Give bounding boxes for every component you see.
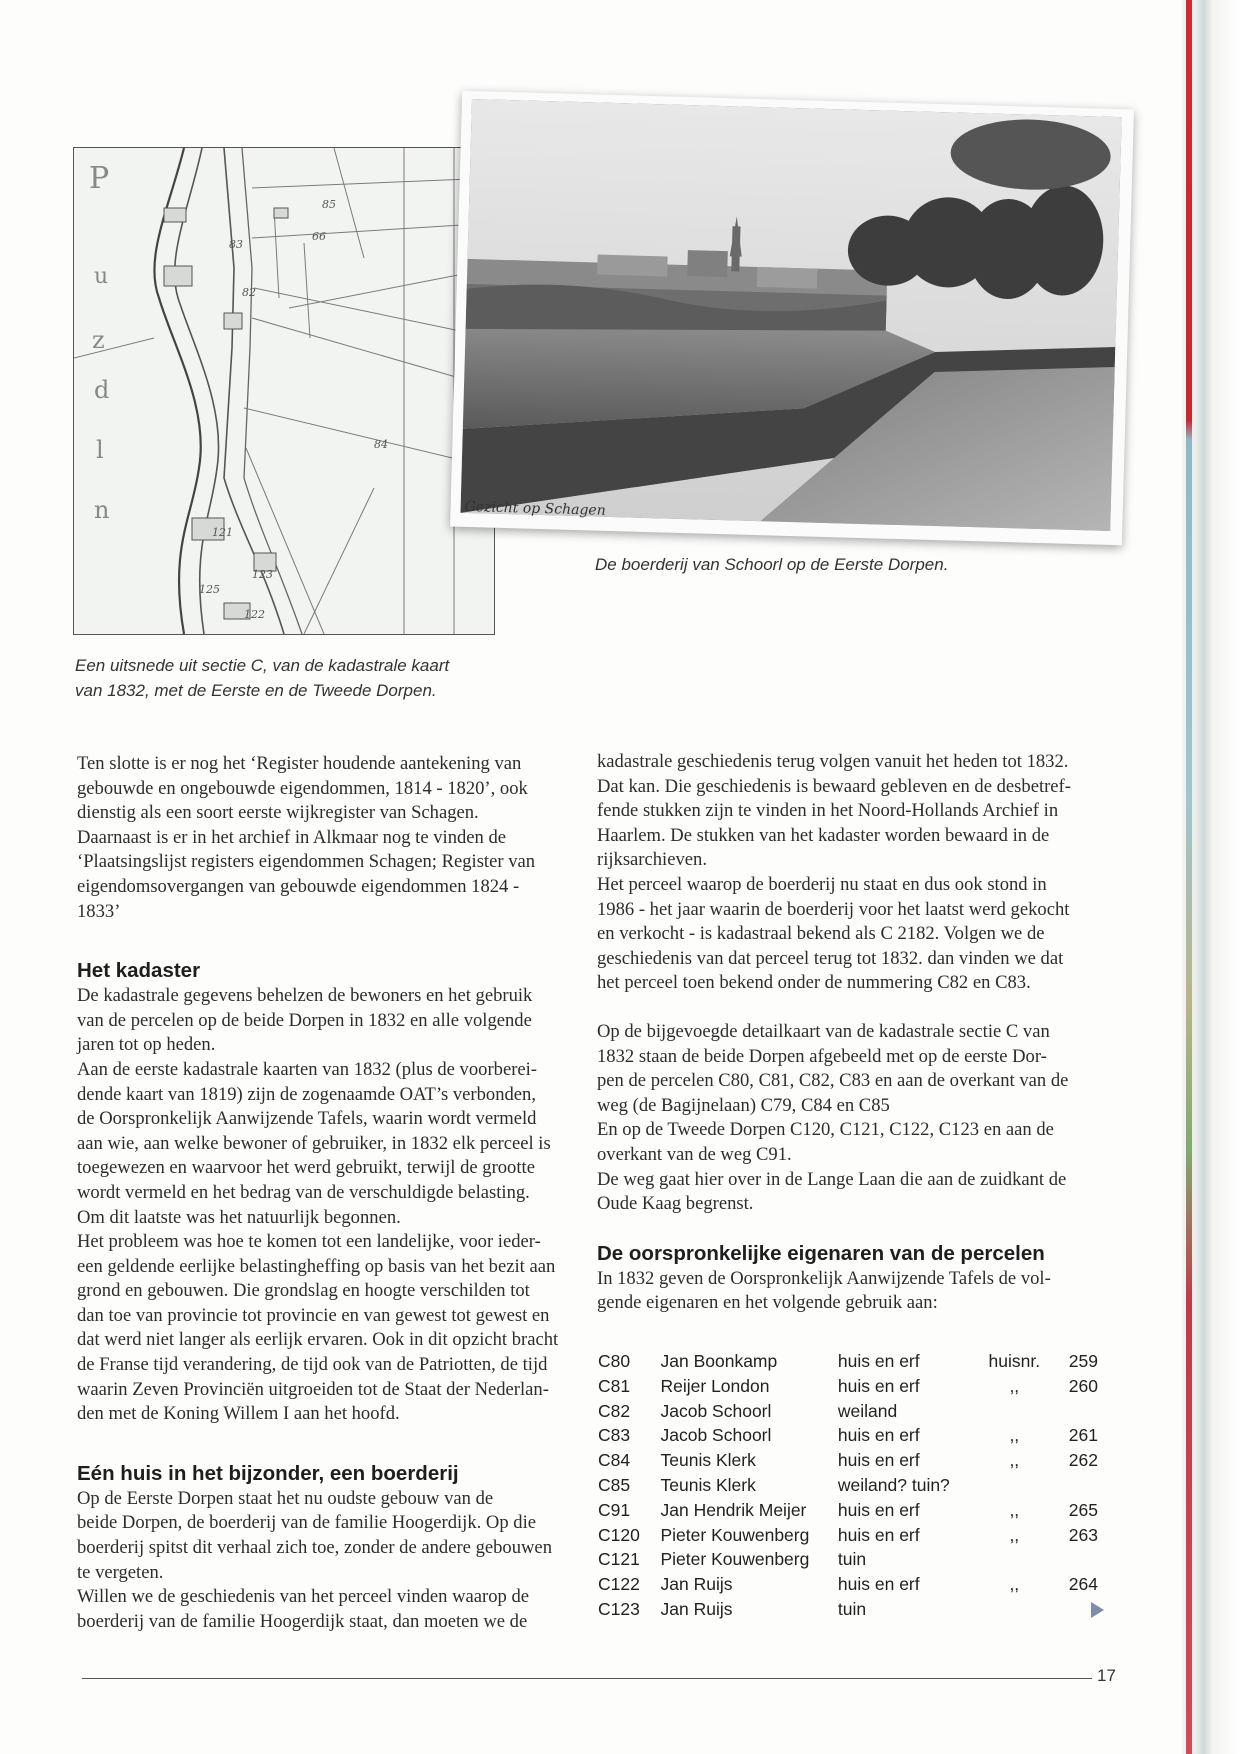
text-line: grond en gebouwen. Die grondslag en hoogte verschilden tot [77,1280,530,1302]
svg-text:83: 83 [229,238,243,251]
svg-text:66: 66 [312,230,326,243]
svg-text:121: 121 [212,526,233,539]
use-cell: weiland? tuin? [837,1474,950,1495]
kadaster-paragraph [77,984,567,1427]
house-number-cell: 265 [1068,1499,1098,1520]
ref-cell: ,, [1009,1450,1020,1471]
ref-cell [979,1547,1050,1572]
ref-cell: ,, [1009,1524,1020,1545]
text-line: den met de Koning Willem I aan het hoofd. [77,1403,400,1425]
text-line: dende kaart van 1819) zijn de zogenaamde OAT’s verbonden, [77,1083,536,1105]
text-line: gende eigenaren en het volgende gebruik aan: [597,1292,938,1314]
owner-cell: Jan Hendrik Meijer [660,1499,807,1520]
table-row [598,1349,1098,1374]
table-row [598,1374,1098,1399]
use-cell: huis en erf [837,1574,920,1595]
text-line: Het probleem was hoe te komen tot een landelijke, voor ieder- [77,1231,541,1253]
svg-text:u: u [94,264,109,289]
text-line: een geldende eerlijke belastingheffing op basis van het bezit aan [77,1255,556,1277]
text-line: rijksarchieven. [597,849,707,871]
text-line: jaren tot op heden. [77,1034,216,1056]
use-cell: tuin [837,1598,867,1619]
house-number-cell [1050,1547,1098,1572]
text-line: Dat kan. Die geschiedenis is bewaard gebleven en de desbetref- [597,775,1071,797]
text-line: In 1832 geven de Oorspronkelijk Aanwijzende Tafels de vol- [597,1267,1051,1289]
house-number-cell: 264 [1068,1574,1098,1595]
page-edge-color-strip [1186,0,1192,1754]
kadaster-history-paragraph [597,750,1092,996]
owner-cell: Pieter Kouwenberg [660,1549,810,1570]
parcel-cell: C91 [598,1499,631,1520]
left-column [77,752,567,1634]
table-row [598,1473,1098,1498]
svg-text:l: l [96,436,104,464]
ref-cell: ,, [1009,1574,1020,1595]
parcel-cell: C121 [598,1549,640,1570]
svg-text:d: d [94,376,110,404]
text-line: Het perceel waarop de boerderij nu staat en dus ook stond in [597,873,1047,895]
text-line: gebouwde en ongebouwde eigendommen, 1814 - 1820’, ook [77,777,528,799]
text-line: Aan de eerste kadastrale kaarten van 1832 (plus de voorberei- [77,1058,537,1080]
text-line: wordt vermeld en het bedrag van de verschuldigde belasting. [77,1181,530,1203]
owner-cell: Jan Ruijs [660,1574,733,1595]
footer-rule [82,1678,1092,1679]
use-cell: huis en erf [837,1375,920,1396]
parcel-cell: C83 [598,1425,631,1446]
cadastral-map [73,147,495,635]
text-line: kadastrale geschiedenis terug volgen vanuit het heden tot 1832. [597,751,1069,772]
owner-cell: Reijer London [660,1375,770,1396]
detail-map-paragraph [597,1020,1092,1217]
parcel-cell: C122 [598,1574,640,1595]
svg-text:P: P [89,161,110,196]
owner-cell: Jan Boonkamp [660,1351,778,1371]
photo-image [460,99,1121,531]
postcard-photo [450,91,1134,546]
owner-cell: Teunis Klerk [660,1450,756,1471]
owners-table [598,1349,1098,1622]
owner-cell: Jan Ruijs [660,1598,733,1619]
text-line: dienstig als een soort eerste wijkregister van Schagen. [77,802,479,824]
parcel-cell: C84 [598,1450,631,1471]
text-line: boerderij spitst dit verhaal zich toe, zonder de andere gebouwen [77,1537,552,1559]
heading-eigenaren: De oorspronkelijke eigenaren van de percelen [597,1241,1045,1265]
text-line: Op de Eerste Dorpen staat het nu oudste gebouw van de [77,1487,494,1509]
use-cell: huis en erf [837,1351,920,1371]
svg-text:z: z [92,326,105,354]
text-line: Om dit laatste was het natuurlijk begonnen. [77,1206,401,1228]
svg-text:123: 123 [252,568,273,581]
parcel-cell: C120 [598,1524,640,1545]
owner-cell: Jacob Schoorl [660,1400,772,1421]
table-row [598,1547,1098,1572]
table-row [598,1572,1098,1597]
svg-text:84: 84 [374,438,388,451]
map-caption-line: van 1832, met de Eerste en de Tweede Dorpen. [75,681,437,700]
text-line: 1986 - het jaar waarin de boerderij voor het laatst werd gekocht [597,898,1070,920]
text-line: Willen we de geschiedenis van het perceel vinden waarop de [77,1586,530,1608]
svg-text:125: 125 [199,583,220,596]
parcel-cell: C80 [598,1351,631,1371]
house-number-cell: 261 [1068,1425,1098,1446]
text-line: eigendomsovergangen van gebouwde eigendommen 1824 - [77,875,520,897]
page-number: 17 [1097,1666,1116,1685]
ref-cell: ,, [1009,1499,1020,1520]
svg-text:n: n [94,496,110,524]
use-cell: tuin [837,1549,867,1570]
house-number-cell: 263 [1068,1524,1098,1545]
text-line: waarin Zeven Provinciën uitgroeiden tot de Staat der Nederlan- [77,1378,549,1400]
text-line: Op de bijgevoegde detailkaart van de kadastrale sectie C van [597,1020,1050,1042]
text-line: boerderij van de familie Hoogerdijk staat, dan moeten we de [77,1610,528,1632]
intro-paragraph [77,752,567,924]
text-line: de Franse tijd verandering, de tijd ook van de Patriotten, de tijd [77,1354,548,1376]
house-number-cell: 262 [1068,1450,1098,1471]
ref-cell: ,, [1009,1375,1020,1396]
table-row [598,1448,1098,1473]
owner-cell: Jacob Schoorl [660,1425,772,1446]
huis-paragraph [77,1487,567,1635]
text-line: overkant van de weg C91. [597,1143,792,1165]
parcel-cell: C85 [598,1474,631,1495]
text-line: 1833’ [77,900,121,922]
map-caption [75,653,495,703]
text-line: geschiedenis van dat perceel terug tot 1832. dan vinden we dat [597,947,1064,969]
svg-text:122: 122 [244,608,265,621]
right-column [597,750,1092,1316]
table-row [598,1597,1098,1622]
ref-cell [979,1399,1050,1424]
parcel-cell: C123 [598,1598,640,1619]
heading-kadaster: Het kadaster [77,959,201,983]
text-line: De weg gaat hier over in de Lange Laan die aan de zuidkant de [597,1168,1067,1190]
photo-caption: De boerderij van Schoorl op de Eerste Dorpen. [595,555,949,574]
owner-cell: Pieter Kouwenberg [660,1524,810,1545]
text-line: het perceel toen bekend onder de nummering C82 en C83. [597,972,1031,994]
text-line: 1832 staan de beide Dorpen afgebeeld met op de eerste Dor- [597,1045,1047,1067]
next-page-icon [1091,1602,1104,1618]
use-cell: weiland [837,1400,898,1421]
text-line: aan wie, aan welke bewoner of gebruiker, in 1832 elk perceel is [77,1132,551,1154]
map-caption-line: Een uitsnede uit sectie C, van de kadastrale kaart [75,656,450,675]
parcel-cell: C82 [598,1400,631,1421]
text-line: toegewezen en waarvoor het werd gebruikt, terwijl de grootte [77,1157,535,1179]
owner-cell: Teunis Klerk [660,1474,756,1495]
text-line: dat werd niet langer als eerlijk ervaren. Ook in dit opzicht bracht [77,1329,559,1351]
use-cell: huis en erf [837,1450,920,1471]
use-cell: huis en erf [837,1524,920,1545]
house-number-cell: 260 [1068,1375,1098,1396]
house-number-cell [1050,1473,1098,1498]
use-cell: huis en erf [837,1499,920,1520]
text-line: En op de Tweede Dorpen C120, C121, C122, C123 en aan de [597,1119,1054,1141]
eigenaren-intro [597,1267,1092,1316]
text-line: Haarlem. De stukken van het kadaster worden bewaard in de [597,824,1050,846]
parcel-cell: C81 [598,1375,631,1396]
svg-text:85: 85 [322,198,336,211]
ref-cell: ,, [1009,1425,1020,1446]
text-line: fende stukken zijn te vinden in het Noord-Hollands Archief in [597,800,1059,822]
text-line: Oude Kaag begrenst. [597,1193,754,1215]
text-line: Daarnaast is er in het archief in Alkmaar nog te vinden de [77,826,507,848]
ref-cell [979,1597,1050,1622]
text-line: te vergeten. [77,1561,164,1583]
table-row [598,1523,1098,1548]
house-number-cell: 259 [1068,1351,1098,1371]
text-line: ‘Plaatsingslijst registers eigendommen Schagen; Register van [77,851,536,873]
photo-inscription: Gezicht op Schagen [464,498,606,519]
table-row [598,1399,1098,1424]
text-line: weg (de Bagijnelaan) C79, C84 en C85 [597,1094,890,1116]
text-line: Ten slotte is er nog het ‘Register houdende aantekening van [77,753,522,774]
use-cell: huis en erf [837,1425,920,1446]
text-line: de Oorspronkelijk Aanwijzende Tafels, waarin wordt vermeld [77,1108,537,1130]
heading-huis: Eén huis in het bijzonder, een boerderij [77,1461,459,1485]
ref-cell [979,1473,1050,1498]
table-row [598,1498,1098,1523]
text-line: en verkocht - is kadastraal bekend als C 2182. Volgen we de [597,923,1045,945]
text-line: pen de percelen C80, C81, C82, C83 en aan de overkant van de [597,1070,1069,1092]
text-line: beide Dorpen, de boerderij van de familie Hoogerdijk. Op die [77,1512,537,1534]
text-line: De kadastrale gegevens behelzen de bewoners en het gebruik [77,985,533,1007]
house-number-cell [1050,1399,1098,1424]
svg-text:82: 82 [242,286,256,299]
ref-cell: huisnr. [988,1351,1041,1371]
table-row [598,1423,1098,1448]
text-line: dan toe van provincie tot provincie en van gewest tot gewest en [77,1304,550,1326]
text-line: van de percelen op de beide Dorpen in 1832 en alle volgende [77,1009,532,1031]
